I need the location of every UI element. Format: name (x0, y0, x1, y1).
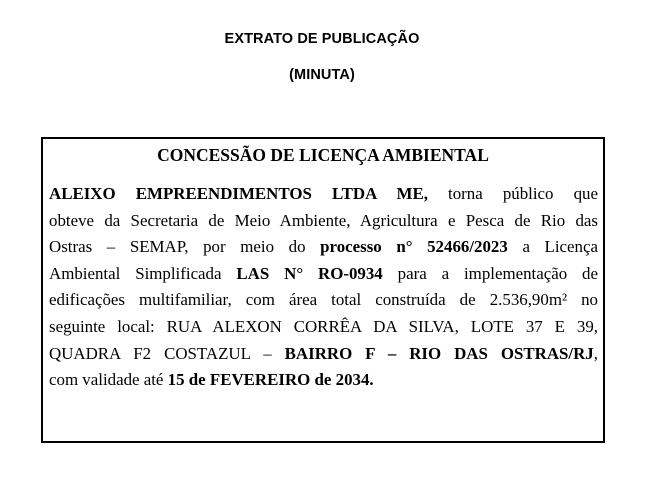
notice-text: edificações multifamiliar, com área total construída de 2.536,90m² no (49, 290, 598, 310)
notice-text: com validade até (49, 370, 168, 390)
notice-text: torna público que (427, 184, 598, 203)
notice-body (49, 181, 598, 394)
notice-line (49, 181, 598, 208)
notice-box (41, 137, 605, 443)
notice-line (49, 341, 598, 368)
notice-text: Ambiental Simplificada (49, 263, 237, 283)
notice-line (49, 367, 598, 394)
notice-text: a Licença (507, 237, 598, 257)
notice-text: seguinte local: RUA ALEXON CORRÊA DA SILVA, LOTE 37 E 39, (49, 316, 598, 336)
notice-text-bold: LAS N° RO-0934 (236, 263, 383, 283)
notice-text-bold: BAIRRO F – RIO DAS OSTRAS/RJ (284, 343, 594, 363)
notice-line (49, 208, 598, 235)
notice-line (49, 261, 598, 288)
notice-text: para a implementação de (382, 263, 598, 283)
notice-text-bold: 15 de FEVEREIRO de 2034. (167, 370, 374, 390)
notice-text: obteve da Secretaria de Meio Ambiente, Agricultura e Pesca de Rio das (49, 210, 598, 230)
notice-line (49, 287, 598, 314)
notice-text: , (593, 343, 598, 363)
notice-text: QUADRA F2 COSTAZUL – (49, 343, 285, 363)
notice-text: Ostras – SEMAP, por meio do (49, 237, 321, 257)
notice-line (49, 234, 598, 261)
document-subtitle: (MINUTA) (289, 67, 355, 83)
notice-heading: CONCESSÃO DE LICENÇA AMBIENTAL (157, 145, 489, 165)
notice-line (49, 314, 598, 341)
notice-text-bold: ALEIXO EMPREENDIMENTOS LTDA ME, (49, 184, 428, 203)
notice-text-bold: processo n° 52466/2023 (320, 237, 508, 257)
document-title: EXTRATO DE PUBLICAÇÃO (224, 31, 420, 47)
